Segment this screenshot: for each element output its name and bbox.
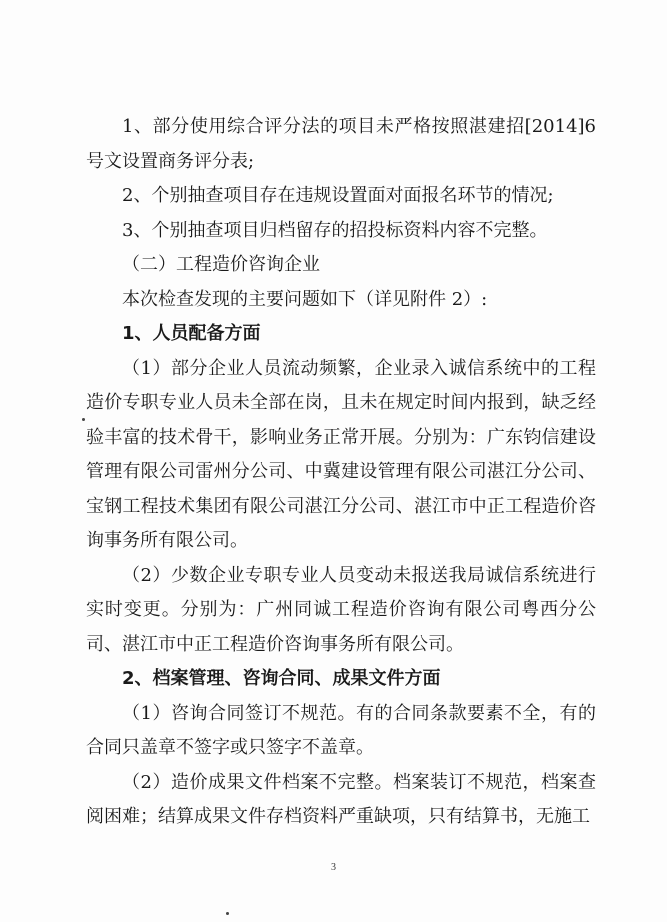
body-paragraph: （2）少数企业专职专业人员变动未报送我局诚信系统进行实时变更。分别为：广州同诚工程造价咨询有限公司粤西分公司、湛江市中正工程造价咨询事务所有限公司。 — [86, 564, 596, 655]
section-heading: 2、档案管理、咨询合同、成果文件方面 — [122, 668, 441, 689]
body-paragraph: （2）造价成果文件档案不完整。档案装订不规范，档案查阅困难；结算成果文件存档资料严重缺项，只有结算书，无施工 — [86, 771, 596, 827]
section-heading: 1、人员配备方面 — [122, 323, 261, 344]
scan-speck — [226, 912, 229, 915]
page-number: 3 — [331, 862, 336, 873]
body-paragraph: （1）部分企业人员流动频繁，企业录入诚信系统中的工程造价专职专业人员未全部在岗，且未在规定时间内报到，缺乏经验丰富的技术骨干，影响业务正常开展。分别为：广东钧信建设管理有限公司雷州分公司、中冀建设管理有限公司湛江分公司、宝钢工程技术集团有限公司湛江分公司、湛江市中正工程造价咨询事务所有限公司。 — [86, 357, 596, 551]
body-paragraph: （1）咨询合同签订不规范。有的合同条款要素不全，有的合同只盖章不签字或只签字不盖章。 — [86, 702, 596, 758]
document-body — [86, 110, 596, 835]
body-paragraph: 2、个别抽查项目存在违规设置面对面报名环节的情况; — [122, 185, 554, 206]
body-paragraph: 3、个别抽查项目归档留存的招投标资料内容不完整。 — [122, 219, 548, 241]
body-paragraph: （二）工程造价咨询企业 — [122, 254, 320, 275]
scan-speck — [82, 418, 85, 421]
body-paragraph: 1、部分使用综合评分法的项目未严格按照湛建招[2014]6号文设置商务评分表; — [86, 116, 596, 172]
body-paragraph: 本次检查发现的主要问题如下（详见附件 2）: — [122, 288, 488, 310]
